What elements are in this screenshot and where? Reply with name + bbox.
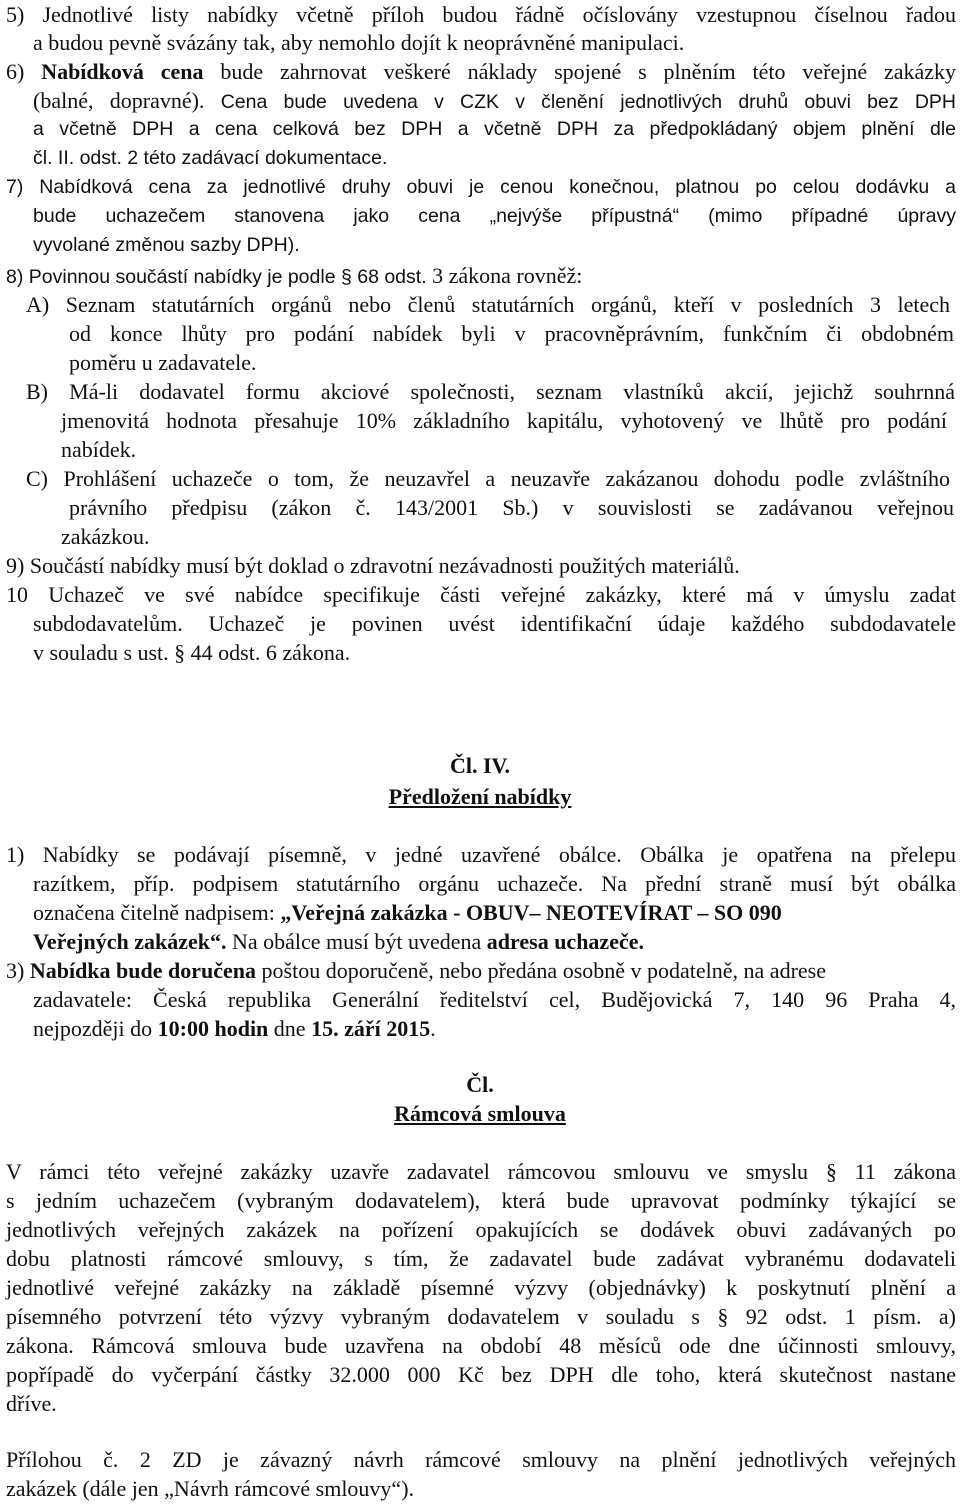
framework-line-8: popřípadě do vyčerpání částky 32.000 000 Kč bez DPH dle toho, která skutečnost nastane	[6, 1362, 956, 1387]
delivery-text: poštou doporučeně, nebo předána osobně v podatelně, na adrese	[256, 958, 826, 983]
item-a-line-3: poměru u zadavatele.	[69, 350, 257, 375]
article-4-number: Čl. IV.	[449, 753, 511, 778]
deadline-mid: dne	[268, 1016, 312, 1041]
item-c-line-1: C) Prohlášení uchazeče o tom, že neuzavřel a neuzavře zakázanou dohodu podle zvláštního	[26, 466, 950, 491]
bidder-address-label: adresa uchazeče.	[486, 929, 644, 954]
section-6-line-2-part-b: Cena bude uvedena v CZK v členění jednotlivých druhů obuvi bez DPH	[220, 91, 956, 113]
framework-line-4: dobu platnosti rámcové smlouvy, s tím, že zadavatel bude zadávat vybranému dodavateli	[6, 1246, 956, 1271]
section-8-part-a: 8) Povinnou součástí nabídky je podle § 68 odst.	[6, 266, 427, 288]
section-8-line-1	[6, 263, 582, 289]
price-label: Nabídková cena	[41, 59, 204, 84]
section-10-line-1: 10 Uchazeč ve své nabídce specifikuje části veřejné zakázky, které má v úmyslu zadat	[6, 582, 956, 607]
deadline-end: .	[430, 1016, 436, 1041]
envelope-heading: „Veřejná zakázka - OBUV– NEOTEVÍRAT – SO 090	[280, 900, 782, 925]
section-6-number: 6)	[6, 59, 42, 84]
section-5-line-2: a budou pevně svázány tak, aby nemohlo dojít k neoprávněné manipulaci.	[33, 30, 685, 55]
delivery-line-1	[6, 958, 826, 984]
delivery-line-3	[33, 1016, 436, 1042]
submission-label: označena čitelně nadpisem:	[33, 900, 281, 925]
envelope-note: Na obálce musí být uvedena	[226, 929, 487, 954]
item-a-line-1: A) Seznam statutárních orgánů nebo členů statutárních orgánů, kteří v posledních 3 letech	[26, 292, 950, 317]
article-4-title: Předložení nabídky	[388, 784, 572, 809]
framework-line-7: zákona. Rámcová smlouva bude uzavřena na období 48 měsíců ode dne účinnosti smlouvy,	[6, 1333, 956, 1358]
section-6-line-4: čl. II. odst. 2 této zadávací dokumentace.	[33, 147, 388, 169]
section-9: 9) Součástí nabídky musí být doklad o zdravotní nezávadnosti použitých materiálů.	[6, 553, 740, 578]
framework-line-5: jednotlivé veřejné zakázky na základě písemné výzvy (objednávky) k poskytnutí plnění a	[6, 1275, 956, 1300]
section-7-line-2: bude uchazečem stanovena jako cena „nejvýše přípustná“ (mimo případné úpravy	[33, 205, 956, 227]
submission-line-2: razítkem, příp. podpisem statutárního orgánu uchazeče. Na přední straně musí být obálka	[33, 871, 956, 896]
delivery-label: Nabídka bude doručena	[29, 958, 257, 983]
item-c-line-3: zakázkou.	[61, 524, 150, 549]
attachment-line-2: zakázek (dále jen „Návrh rámcové smlouvy“).	[6, 1476, 415, 1501]
envelope-heading-end: Veřejných zakázek“.	[33, 929, 227, 954]
deadline-date: 15. září 2015	[311, 1016, 431, 1041]
item-a-line-2: od konce lhůty pro podání nabídek byli v pracovněprávním, funkčním či obdobném	[69, 321, 954, 346]
article-5-title: Rámcová smlouva	[394, 1101, 566, 1126]
deadline-prefix: nejpozději do	[33, 1016, 158, 1041]
attachment-line-1: Přílohou č. 2 ZD je závazný návrh rámcové smlouvy na plnění jednotlivých veřejných	[6, 1447, 956, 1472]
framework-line-3: jednotlivých veřejných zakázek na pořízení opakujících se dodávek obuvi zadávaných po	[6, 1217, 956, 1242]
submission-line-1: 1) Nabídky se podávají písemně, v jedné uzavřené obálce. Obálka je opatřena na přelepu	[6, 842, 956, 867]
framework-line-9: dříve.	[6, 1391, 57, 1416]
article-5-number: Čl.	[466, 1072, 494, 1097]
section-6-line-3: a včetně DPH a cena celková bez DPH a včetně DPH za předpokládaný objem plnění dle	[33, 118, 956, 140]
delivery-line-2: zadavatele: Česká republika Generální ředitelství cel, Budějovická 7, 140 96 Praha 4,	[33, 987, 956, 1012]
delivery-number: 3)	[6, 958, 30, 983]
section-7-line-1: 7) Nabídková cena za jednotlivé druhy obuvi je cenou konečnou, platnou po celou dodávku a	[6, 176, 956, 198]
submission-line-3	[33, 900, 782, 926]
section-6-text: bude zahrnovat veškeré náklady spojené s plněním této veřejné zakázky	[203, 59, 956, 84]
section-5-line-1: 5) Jednotlivé listy nabídky včetně příloh budou řádně očíslovány vzestupnou číselnou řadou	[6, 2, 956, 27]
section-7-line-3: vyvolané změnou sazby DPH).	[33, 234, 300, 256]
section-6-line-2	[33, 88, 956, 114]
framework-line-6: písemného potvrzení této výzvy vybraným dodavatelem v souladu s § 92 odst. 1 písm. a)	[6, 1304, 956, 1329]
section-6-line-2-part-a: (balné, dopravné).	[33, 88, 221, 113]
section-6-line-1	[6, 59, 956, 85]
framework-line-2: s jedním uchazečem (vybraným dodavatelem), která bude upravovat podmínky týkající se	[6, 1188, 956, 1213]
section-8-part-b: 3 zákona rovněž:	[426, 263, 583, 288]
item-b-line-1: B) Má-li dodavatel formu akciové společnosti, seznam vlastníků akcií, jejichž souhrnná	[26, 379, 955, 404]
framework-line-1: V rámci této veřejné zakázky uzavře zadavatel rámcovou smlouvu ve smyslu § 11 zákona	[6, 1159, 956, 1184]
item-c-line-2: právního předpisu (zákon č. 143/2001 Sb.) v souvislosti se zadávanou veřejnou	[69, 495, 954, 520]
section-10-line-3: v souladu s ust. § 44 odst. 6 zákona.	[33, 640, 351, 665]
item-b-line-3: nabídek.	[61, 437, 137, 462]
section-10-line-2: subdodavatelům. Uchazeč je povinen uvést identifikační údaje každého subdodavatele	[33, 611, 956, 636]
item-b-line-2: jmenovitá hodnota přesahuje 10% základního kapitálu, vyhotovený ve lhůtě pro podání	[61, 408, 947, 433]
submission-line-4	[33, 929, 644, 955]
deadline-time: 10:00 hodin	[157, 1016, 269, 1041]
